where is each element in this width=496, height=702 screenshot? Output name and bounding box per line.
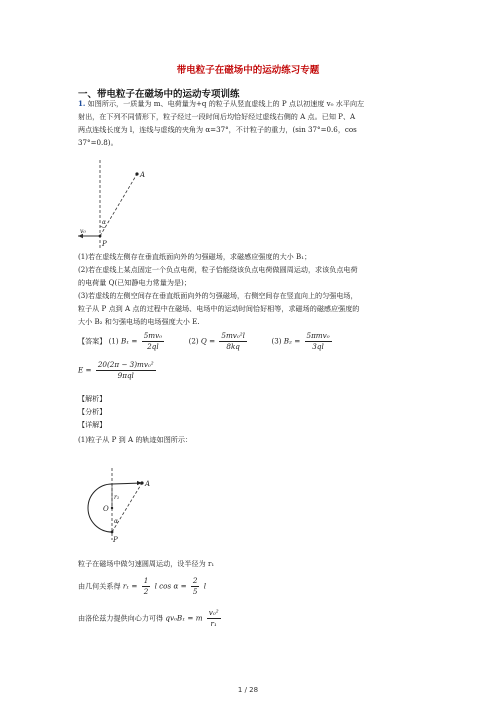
answer-b2-lhs: B₂ = [283,336,301,346]
label-alpha: α [102,219,107,226]
question-figure [72,158,182,250]
point-p [99,235,102,238]
question-number: 1. [78,99,86,108]
question-line-4: 37°=0.8)。 [78,138,118,147]
step3-tail: l [203,581,207,591]
answer-label: 【答案】 [78,336,107,346]
step3-mid: l cos α = [154,581,187,591]
angle-arc [100,226,105,228]
label-r1: r₁ [114,494,120,501]
step3-lhs: r₁ = [122,581,138,591]
step4-lhs: qv₀B₁ = m [165,613,203,623]
label-a: A [145,480,151,488]
detail-step-1: (1)粒子从 P 到 A 的轨迹如图所示： [78,435,193,444]
section-heading: 一、带电粒子在磁场中的运动专项训练 [78,89,240,100]
step3-prefix: 由几何关系得 [78,581,121,591]
tag-fenxi: 【分析】 [78,407,107,416]
answer-e-fraction: $\frac{\text{20(2π − 3)mv₀²}}{\text{9πql}}$ [97,360,154,380]
answer-b1-lhs: B₁ = [120,336,138,346]
page-number: 1 / 28 [237,686,259,694]
page-title: 带电粒子在磁场中的运动练习专题 [176,65,320,76]
answer-part-2: (2) [188,336,199,346]
sub-question-3c: 大小 B₂ 和匀强电场的电场强度大小 E. [78,317,200,326]
tag-analysis: 【解析】 [78,394,107,403]
answer-q-lhs: Q = [200,336,216,346]
step4-prefix: 由洛伦兹力提供向心力可得 [78,613,164,623]
label-p: P [113,536,118,544]
point-a [135,172,138,175]
tag-detail: 【详解】 [78,420,107,429]
answer-b1-fraction: $\frac{\text{5mv₀}}{2ql}$ [143,331,163,351]
trajectory-figure [76,462,160,544]
step3-fraction-two-fifths: $\frac{2}{5}$ [192,576,198,596]
question-line-1: 如图所示，一质量为 m、电荷量为+q 的粒子从竖直虚线上的 P 点以初速度 v₀ 水平向左 [87,99,365,108]
detail-step-4 [78,608,223,629]
answer-part-3: (3) [271,336,282,346]
pa-dashed-line [100,174,137,236]
detail-step-2: 粒子在磁场中做匀速圆周运动，设半径为 r₁ [78,559,215,568]
question-line-2: 射出，在下列不同情形下，粒子经过一段时间后均恰好经过虚线右侧的 A 点。已知 P、A [78,112,356,121]
step3-fraction-half: $\frac{1}{2}$ [143,576,149,596]
answer-q-fraction: $\frac{\text{5mv₀²l}}{8kq}$ [221,331,245,351]
label-o: O [103,505,109,513]
detail-step-3 [78,576,206,597]
answer-e-lhs: E = [78,365,92,375]
answer-line-2 [78,360,158,381]
sub-questions [78,250,426,328]
label-alpha: α [114,518,119,525]
point-p [111,531,114,534]
label-v0: v₀ [80,228,86,235]
sub-question-2a: (2)若在虚线上某点固定一个负点电荷，粒子恰能绕该负点电荷做圆周运动，求该负点电荷 [78,265,358,274]
label-a: A [140,171,146,179]
question-text [78,97,426,149]
answer-part-1: (1) [108,336,119,346]
sub-question-2b: 的电荷量 Q(已知静电力常量为是)； [78,278,191,287]
answer-b2-fraction: $\frac{\text{5πmv₀}}{3ql}$ [306,331,330,351]
point-o [111,507,113,509]
sub-question-3b: 粒子从 P 点到 A 点的过程中在磁场、电场中的运动时间恰好相等，求磁场的磁感应强度的 [78,304,360,313]
question-line-3: 两点连线长度为 l，连线与虚线的夹角为 α=37°，不计粒子的重力，(sin 37°=0.6，cos [78,125,357,134]
point-a [140,481,143,484]
label-p: P [102,240,107,248]
answer-line-1 [78,331,334,352]
sub-question-3a: (3)若虚线的左侧空间存在垂直纸面向外的匀强磁场，右侧空间存在竖直向上的匀强电场， [78,291,358,300]
step4-fraction: $\frac{\text{v₀²}}{\text{r₁}}$ [208,608,219,628]
sub-question-1: (1)若在虚线左侧存在垂直纸面向外的匀强磁场，求磁感应强度的大小 B₁； [78,252,312,261]
